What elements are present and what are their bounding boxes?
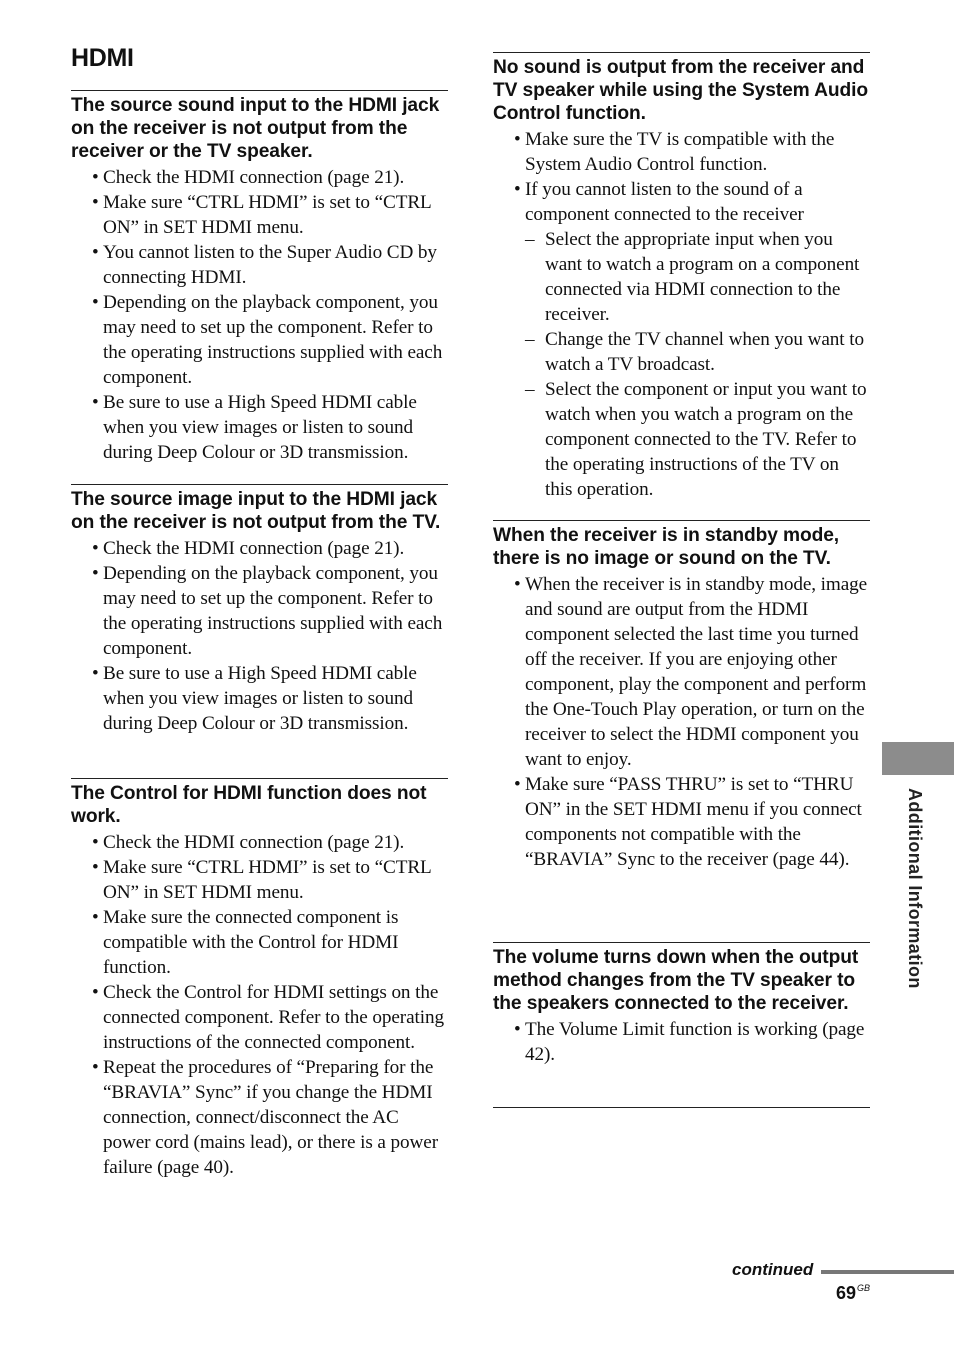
list-item bbox=[493, 127, 870, 177]
page-title: HDMI bbox=[71, 44, 134, 72]
section-end-rule bbox=[493, 1107, 870, 1108]
list-item-text: • Make sure “CTRL HDMI” is set to “CTRL ON” in SET HDMI menu. bbox=[103, 857, 431, 903]
troubleshoot-section bbox=[493, 52, 870, 502]
list-item-text: • Check the HDMI connection (page 21). bbox=[103, 167, 404, 188]
list-item-text: • Depending on the playback component, you may need to set up the component. Refer to the operating instructions supplied with each component. bbox=[103, 563, 442, 659]
continued-bar bbox=[821, 1270, 954, 1274]
list-item bbox=[71, 165, 448, 190]
list-item-text: • Depending on the playback component, you may need to set up the component. Refer to the operating instructions supplied with each component. bbox=[103, 292, 442, 388]
list-item-text: • Repeat the procedures of “Preparing for the “BRAVIA” Sync” if you change the HDMI connection, connect/disconnect the AC power cord (mains lead), or there is a power failure (page 40). bbox=[103, 1057, 438, 1178]
list-item bbox=[71, 536, 448, 561]
sub-list-item: – Change the TV channel when you want to watch a TV broadcast. bbox=[525, 327, 870, 377]
page-number-suffix: GB bbox=[857, 1283, 871, 1293]
list-item bbox=[71, 390, 448, 465]
list-item bbox=[71, 1055, 448, 1180]
sub-list-item: – Select the component or input you want to watch when you watch a program on the component connected to the TV. Refer to the operating instructions of the TV on this operation. bbox=[525, 377, 870, 502]
bullet-list bbox=[493, 1017, 870, 1067]
list-item-text: • Make sure the TV is compatible with the System Audio Control function. bbox=[525, 129, 834, 175]
list-item-text: • Check the HDMI connection (page 21). bbox=[103, 832, 404, 853]
troubleshoot-section bbox=[71, 484, 448, 736]
list-item bbox=[71, 240, 448, 290]
list-item-text: • Make sure “PASS THRU” is set to “THRU ON” in the SET HDMI menu if you connect components not compatible with the “BRAVIA” Sync to the receiver (page 44). bbox=[525, 774, 862, 870]
list-item-text: • Make sure the connected component is compatible with the Control for HDMI function. bbox=[103, 907, 398, 978]
list-item-text: • When the receiver is in standby mode, image and sound are output from the HDMI component selected the last time you turned off the receiver. If you are enjoying other component, play the component and perform the One-Touch Play operation, or turn on the receiver to select the HDMI component you want to enjoy. bbox=[525, 574, 867, 770]
list-item bbox=[71, 190, 448, 240]
list-item-text: • Check the HDMI connection (page 21). bbox=[103, 538, 404, 559]
continued-label: continued bbox=[732, 1260, 814, 1279]
section-heading: The source image input to the HDMI jack on the receiver is not output from the TV. bbox=[71, 489, 441, 533]
troubleshoot-section bbox=[493, 520, 870, 872]
list-item bbox=[71, 290, 448, 390]
list-item-text: • Check the Control for HDMI settings on the connected component. Refer to the operating instructions of the connected component. bbox=[103, 982, 444, 1053]
section-heading: The source sound input to the HDMI jack on the receiver is not output from the receiver or the TV speaker. bbox=[71, 95, 440, 162]
troubleshoot-section bbox=[493, 942, 870, 1067]
list-item bbox=[71, 661, 448, 736]
list-item bbox=[71, 905, 448, 980]
list-item bbox=[493, 1017, 870, 1067]
page-number-value: 69 bbox=[836, 1283, 857, 1303]
list-item-text: • If you cannot listen to the sound of a component connected to the receiver bbox=[525, 179, 804, 225]
bullet-list bbox=[493, 572, 870, 872]
list-item bbox=[71, 855, 448, 905]
list-item-text: • Be sure to use a High Speed HDMI cable when you view images or listen to sound during Deep Colour or 3D transmission. bbox=[103, 392, 417, 463]
section-heading: The volume turns down when the output method changes from the TV speaker to the speakers connected to the receiver. bbox=[493, 947, 859, 1014]
list-item bbox=[71, 561, 448, 661]
bullet-list bbox=[493, 127, 870, 502]
list-item-text: • The Volume Limit function is working (page 42). bbox=[525, 1019, 864, 1065]
chapter-label: Additional Information bbox=[905, 788, 925, 989]
section-heading: No sound is output from the receiver and TV speaker while using the System Audio Control function. bbox=[493, 57, 868, 124]
bullet-list bbox=[71, 165, 448, 465]
section-heading: The Control for HDMI function does not work. bbox=[71, 783, 427, 827]
list-item bbox=[493, 177, 870, 502]
dash-list bbox=[525, 227, 870, 502]
section-heading: When the receiver is in standby mode, there is no image or sound on the TV. bbox=[493, 525, 840, 569]
list-item-text: • Be sure to use a High Speed HDMI cable when you view images or listen to sound during Deep Colour or 3D transmission. bbox=[103, 663, 417, 734]
list-item-text: • Make sure “CTRL HDMI” is set to “CTRL ON” in SET HDMI menu. bbox=[103, 192, 431, 238]
page-number bbox=[836, 1283, 870, 1304]
bullet-list bbox=[71, 536, 448, 736]
list-item-text: • You cannot listen to the Super Audio CD by connecting HDMI. bbox=[103, 242, 437, 288]
troubleshoot-section bbox=[71, 90, 448, 465]
chapter-tab bbox=[882, 742, 954, 775]
list-item bbox=[71, 830, 448, 855]
troubleshoot-section bbox=[71, 778, 448, 1180]
sub-list-item: – Select the appropriate input when you want to watch a program on a component connected via HDMI connection to the receiver. bbox=[525, 227, 870, 327]
bullet-list bbox=[71, 830, 448, 1180]
list-item bbox=[493, 572, 870, 772]
list-item bbox=[71, 980, 448, 1055]
list-item bbox=[493, 772, 870, 872]
